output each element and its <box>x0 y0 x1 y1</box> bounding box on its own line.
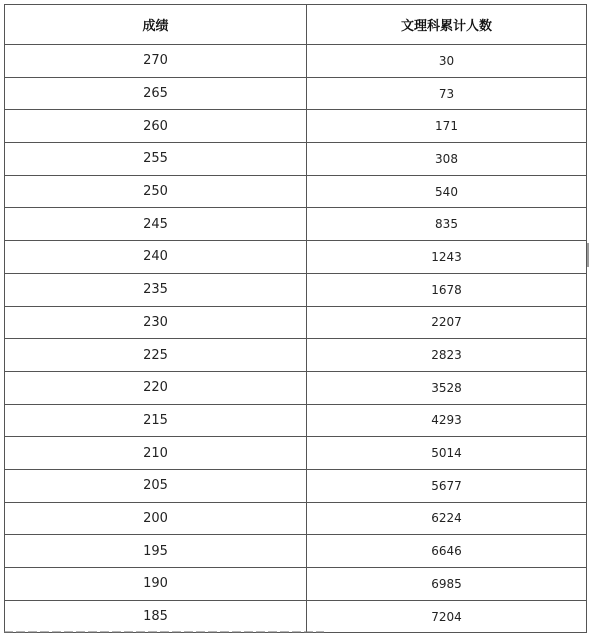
table-row <box>5 339 587 372</box>
score-cell: 260 <box>5 110 307 143</box>
score-cell: 250 <box>5 175 307 208</box>
score-cell: 195 <box>5 535 307 568</box>
table-row <box>5 110 587 143</box>
score-cell: 190 <box>5 568 307 601</box>
cumulative-count-cell: 308 <box>307 143 587 176</box>
table-row <box>5 437 587 470</box>
table-row <box>5 535 587 568</box>
cumulative-count-cell: 73 <box>307 77 587 110</box>
cumulative-count-cell: 30 <box>307 45 587 78</box>
score-cell: 205 <box>5 469 307 502</box>
cumulative-count-cell: 540 <box>307 175 587 208</box>
cumulative-count-cell: 171 <box>307 110 587 143</box>
cumulative-count-cell: 5677 <box>307 469 587 502</box>
cumulative-count-cell: 6224 <box>307 502 587 535</box>
header-row <box>5 5 587 45</box>
score-table <box>4 4 587 633</box>
table-row <box>5 143 587 176</box>
table-row <box>5 469 587 502</box>
cumulative-count-cell: 6985 <box>307 568 587 601</box>
score-cell: 240 <box>5 241 307 274</box>
cumulative-count-cell: 3528 <box>307 371 587 404</box>
cumulative-count-cell: 835 <box>307 208 587 241</box>
table-row <box>5 568 587 601</box>
table-row <box>5 502 587 535</box>
score-cell: 200 <box>5 502 307 535</box>
score-cell: 215 <box>5 404 307 437</box>
cumulative-count-cell: 1243 <box>307 241 587 274</box>
header-cumulative-count: 文理科累计人数 <box>307 5 587 45</box>
table-row <box>5 306 587 339</box>
table-header <box>5 5 587 45</box>
score-cell: 235 <box>5 273 307 306</box>
table-row <box>5 208 587 241</box>
table-row <box>5 241 587 274</box>
cropped-footnote <box>4 628 324 634</box>
cumulative-count-cell: 4293 <box>307 404 587 437</box>
score-cell: 255 <box>5 143 307 176</box>
score-cell: 225 <box>5 339 307 372</box>
score-cell: 230 <box>5 306 307 339</box>
cumulative-count-cell: 2207 <box>307 306 587 339</box>
cumulative-count-cell: 6646 <box>307 535 587 568</box>
header-score: 成绩 <box>5 5 307 45</box>
table-body <box>5 45 587 633</box>
score-cell: 270 <box>5 45 307 78</box>
table-row <box>5 175 587 208</box>
table-row <box>5 77 587 110</box>
score-cell: 265 <box>5 77 307 110</box>
cropped-footnote-text-fragment <box>4 631 324 633</box>
cumulative-count-cell: 5014 <box>307 437 587 470</box>
score-cell: 185 <box>5 600 307 633</box>
table-row <box>5 45 587 78</box>
cumulative-count-cell: 1678 <box>307 273 587 306</box>
table-row <box>5 273 587 306</box>
table-row <box>5 404 587 437</box>
cumulative-count-cell: 7204 <box>307 600 587 633</box>
score-cell: 220 <box>5 371 307 404</box>
score-cell: 245 <box>5 208 307 241</box>
table-row <box>5 371 587 404</box>
score-cell: 210 <box>5 437 307 470</box>
page-edge-mark <box>587 243 589 267</box>
cumulative-count-cell: 2823 <box>307 339 587 372</box>
